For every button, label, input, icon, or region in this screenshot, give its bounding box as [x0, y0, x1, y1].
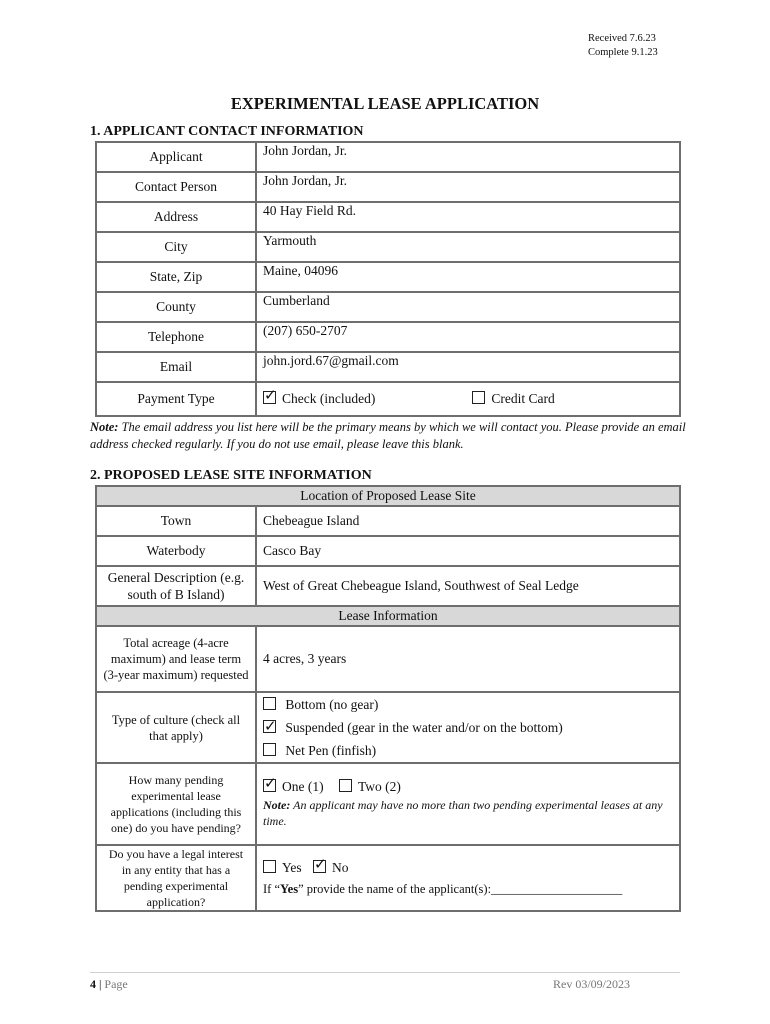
table-row [96, 536, 680, 566]
two-checkbox[interactable] [339, 779, 352, 792]
acreage-field[interactable]: 4 acres, 3 years [256, 626, 680, 692]
culture-type-label: Type of culture (check all that apply) [96, 692, 256, 763]
no-checkbox[interactable] [313, 860, 326, 873]
pending-note [263, 797, 673, 829]
one-checkbox[interactable] [263, 779, 276, 792]
page-number-value: 4 [90, 977, 96, 991]
legal-interest-label: Do you have a legal interest in any entity that has a pending experimental application? [96, 845, 256, 911]
credit-card-option[interactable] [472, 391, 554, 406]
check-option[interactable] [263, 391, 469, 407]
two-label: Two (2) [357, 779, 401, 794]
applicant-name-line[interactable] [263, 882, 673, 897]
if-yes-bold: Yes [280, 881, 299, 896]
table-row [96, 506, 680, 536]
waterbody-field[interactable]: Casco Bay [256, 536, 680, 566]
email-label: Email [96, 352, 256, 382]
section2-heading: 2. PROPOSED LEASE SITE INFORMATION [90, 468, 372, 483]
city-field[interactable]: Yarmouth [256, 232, 680, 262]
table-row [96, 845, 680, 911]
revision-date: Rev 03/09/2023 [553, 977, 630, 991]
pending-applications-label: How many pending experimental lease applications (including this one) do you have pending? [96, 763, 256, 845]
county-field[interactable]: Cumberland [256, 292, 680, 322]
general-description-field[interactable]: West of Great Chebeague Island, Southwest of Seal Ledge [256, 566, 680, 606]
yes-option[interactable] [263, 860, 302, 875]
one-label: One (1) [282, 779, 324, 794]
if-prefix: If “ [263, 881, 280, 896]
telephone-label: Telephone [96, 322, 256, 352]
table-row [96, 292, 680, 322]
pending-note-text: An applicant may have no more than two pending experimental leases at any time. [263, 798, 663, 828]
applicant-label: Applicant [96, 142, 256, 172]
table-row [96, 566, 680, 606]
table-row [96, 352, 680, 382]
culture-type-field [256, 692, 680, 763]
state-zip-label: State, Zip [96, 262, 256, 292]
page-separator: | [96, 977, 105, 991]
check-checkbox[interactable] [263, 391, 276, 404]
net-pen-option[interactable] [263, 739, 673, 762]
table-row [96, 322, 680, 352]
note-prefix: Note: [90, 420, 119, 434]
page-title: EXPERIMENTAL LEASE APPLICATION [230, 94, 540, 113]
town-field[interactable]: Chebeague Island [256, 506, 680, 536]
payment-type-label: Payment Type [96, 382, 256, 416]
credit-card-label: Credit Card [491, 391, 555, 406]
page-number [90, 977, 128, 992]
no-option[interactable] [313, 860, 349, 875]
applicant-field[interactable]: John Jordan, Jr. [256, 142, 680, 172]
pending-applications-field [256, 763, 680, 845]
applicant-contact-table [95, 141, 681, 417]
note-text: The email address you list here will be the primary means by which we will contact you. Please provide an email address checked regularly. If you do not use email, please leave this blank. [90, 420, 686, 451]
if-suffix: ” provide the name of the applicant(s):_____________________ [298, 881, 623, 896]
complete-date: Complete 9.1.23 [588, 47, 658, 58]
contact-person-label: Contact Person [96, 172, 256, 202]
town-label: Town [96, 506, 256, 536]
table-row [96, 626, 680, 692]
suspended-checkbox[interactable] [263, 720, 276, 733]
county-label: County [96, 292, 256, 322]
one-option[interactable] [263, 779, 324, 794]
bottom-checkbox[interactable] [263, 697, 276, 710]
lease-info-header: Lease Information [96, 606, 680, 626]
yes-checkbox[interactable] [263, 860, 276, 873]
city-label: City [96, 232, 256, 262]
bottom-label: Bottom (no gear) [285, 697, 379, 712]
waterbody-label: Waterbody [96, 536, 256, 566]
table-row [96, 262, 680, 292]
suspended-option[interactable] [263, 716, 673, 739]
net-pen-checkbox[interactable] [263, 743, 276, 756]
lease-site-table [95, 485, 681, 912]
received-stamp [588, 32, 658, 60]
table-row [96, 202, 680, 232]
address-label: Address [96, 202, 256, 232]
email-field[interactable]: john.jord.67@gmail.com [256, 352, 680, 382]
table-row [96, 486, 680, 506]
received-date: Received 7.6.23 [588, 33, 656, 44]
pending-note-prefix: Note: [263, 798, 291, 812]
net-pen-label: Net Pen (finfish) [285, 743, 377, 758]
address-field[interactable]: 40 Hay Field Rd. [256, 202, 680, 232]
table-row [96, 606, 680, 626]
table-row [96, 172, 680, 202]
check-option-label: Check (included) [282, 391, 376, 406]
suspended-label: Suspended (gear in the water and/or on the bottom) [285, 720, 563, 735]
contact-person-field[interactable]: John Jordan, Jr. [256, 172, 680, 202]
table-row [96, 692, 680, 763]
location-header: Location of Proposed Lease Site [96, 486, 680, 506]
two-option[interactable] [339, 779, 401, 794]
general-description-label: General Description (e.g. south of B Island) [96, 566, 256, 606]
no-label: No [332, 859, 349, 875]
credit-card-checkbox[interactable] [472, 391, 485, 404]
table-row [96, 142, 680, 172]
acreage-label: Total acreage (4-acre maximum) and lease term (3-year maximum) requested [96, 626, 256, 692]
table-row [96, 232, 680, 262]
section1-heading: 1. APPLICANT CONTACT INFORMATION [90, 124, 364, 139]
state-zip-field[interactable]: Maine, 04096 [256, 262, 680, 292]
email-note [90, 419, 690, 453]
table-row [96, 763, 680, 845]
legal-interest-field [256, 845, 680, 911]
table-row [96, 382, 680, 416]
bottom-option[interactable] [263, 693, 673, 716]
payment-type-field [256, 382, 680, 416]
yes-label: Yes [282, 859, 302, 875]
page-word: Page [104, 977, 128, 991]
telephone-field[interactable]: (207) 650-2707 [256, 322, 680, 352]
footer-divider [90, 972, 680, 973]
